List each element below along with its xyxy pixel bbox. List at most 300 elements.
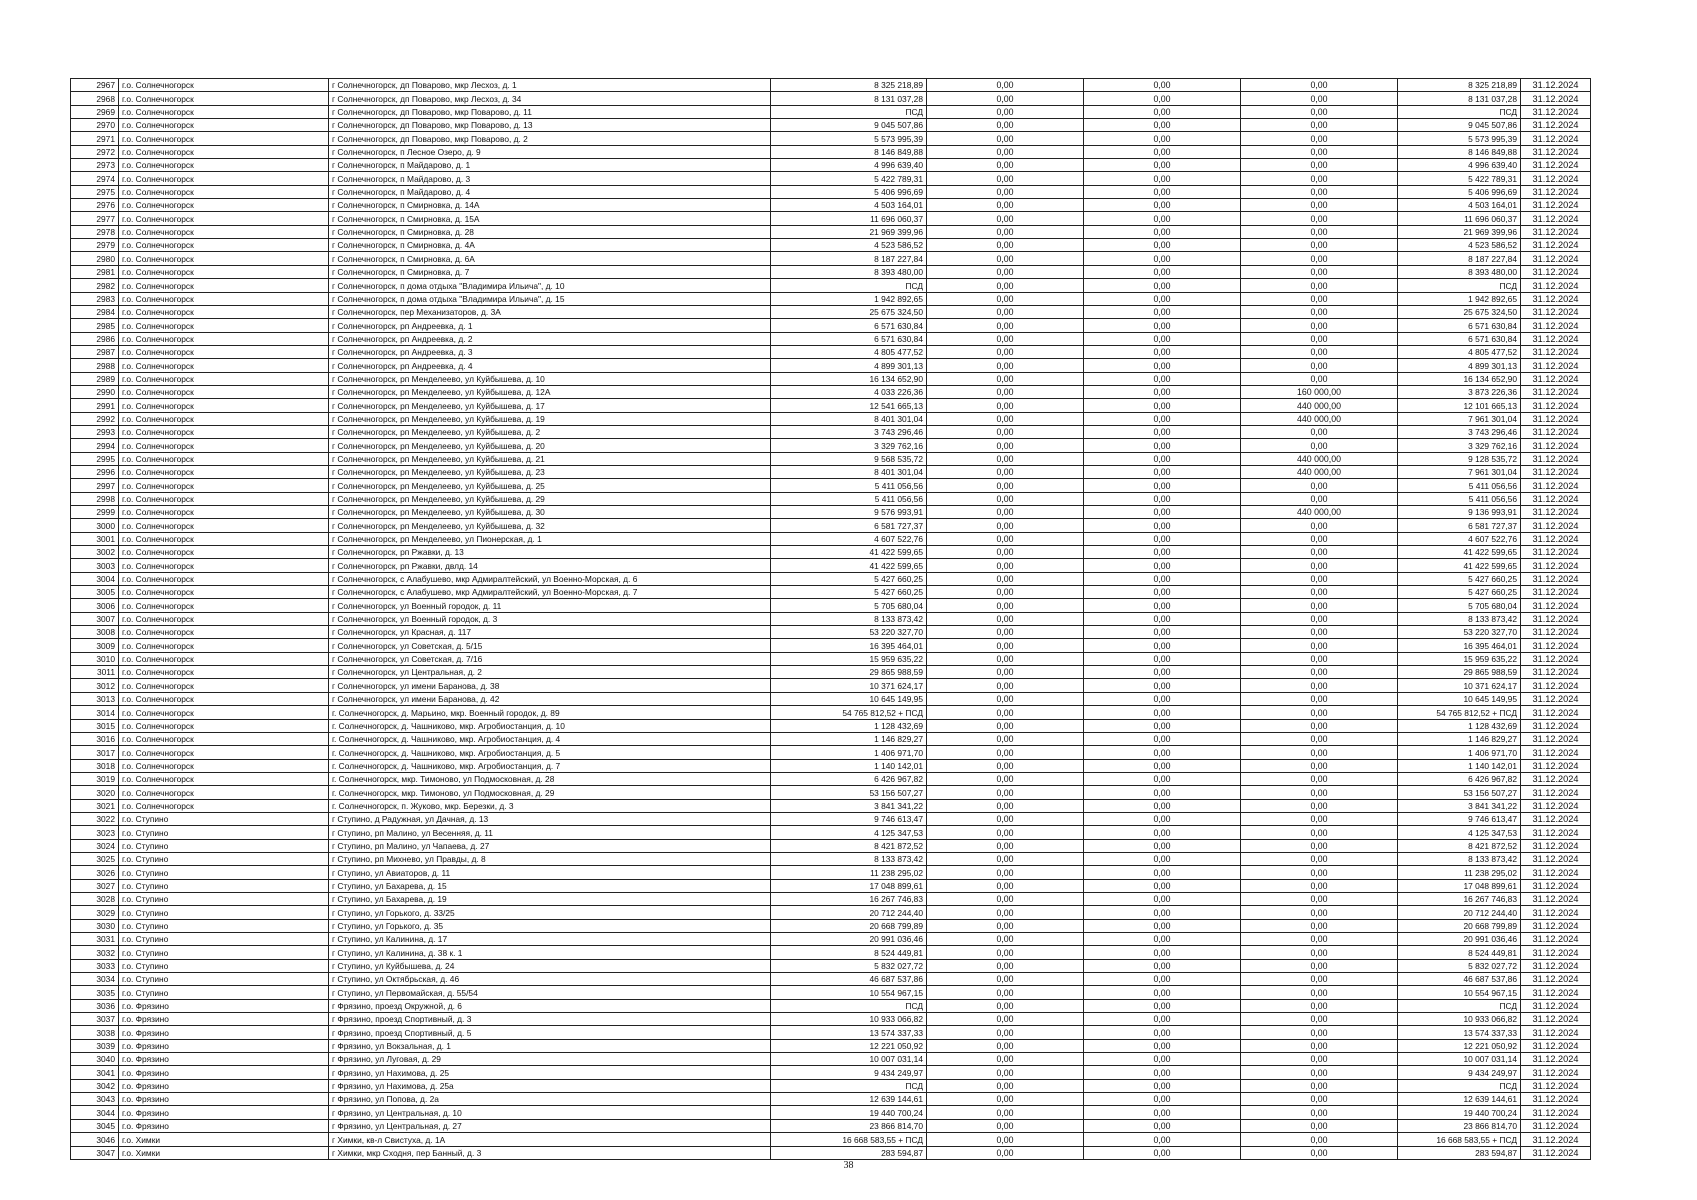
- deadline-cell: 31.12.2024: [1521, 772, 1591, 785]
- table-row: [71, 79, 1591, 92]
- funds-cell-1: 0,00: [927, 999, 1084, 1012]
- table-row: [71, 799, 1591, 812]
- funds-cell-3: 0,00: [1241, 212, 1398, 225]
- address-cell: г Солнечногорск, рп Андреевка, д. 4: [329, 359, 771, 372]
- funds-cell-1: 0,00: [927, 639, 1084, 652]
- municipality-cell: г.о. Солнечногорск: [119, 559, 329, 572]
- total-cell: 10 554 967,15: [1398, 986, 1521, 999]
- funds-cell-2: 0,00: [1084, 172, 1241, 185]
- deadline-cell: 31.12.2024: [1521, 159, 1591, 172]
- address-cell: г Солнечногорск, рп Андреевка, д. 3: [329, 345, 771, 358]
- table-row: [71, 119, 1591, 132]
- municipality-cell: г.о. Солнечногорск: [119, 786, 329, 799]
- funds-cell-3: 0,00: [1241, 959, 1398, 972]
- row-number-cell: 2995: [71, 452, 119, 465]
- funds-cell-3: 0,00: [1241, 119, 1398, 132]
- funds-cell-3: 0,00: [1241, 332, 1398, 345]
- deadline-cell: 31.12.2024: [1521, 1133, 1591, 1146]
- funds-cell-2: 0,00: [1084, 465, 1241, 478]
- address-cell: г Солнечногорск, п Смирновка, д. 14А: [329, 199, 771, 212]
- deadline-cell: 31.12.2024: [1521, 759, 1591, 772]
- funds-cell-3: 0,00: [1241, 692, 1398, 705]
- address-cell: г Солнечногорск, дп Поварово, мкр Лесхоз, д. 1: [329, 79, 771, 92]
- funds-cell-3: 0,00: [1241, 439, 1398, 452]
- funds-cell-3: 0,00: [1241, 199, 1398, 212]
- municipality-cell: г.о. Солнечногорск: [119, 332, 329, 345]
- table-row: [71, 279, 1591, 292]
- total-cell: 46 687 537,86: [1398, 973, 1521, 986]
- municipality-cell: г.о. Солнечногорск: [119, 506, 329, 519]
- address-cell: г Солнечногорск, рп Андреевка, д. 2: [329, 332, 771, 345]
- total-cell: 20 991 036,46: [1398, 933, 1521, 946]
- table-row: [71, 1093, 1591, 1106]
- funds-cell-2: 0,00: [1084, 252, 1241, 265]
- deadline-cell: 31.12.2024: [1521, 412, 1591, 425]
- funds-cell-2: 0,00: [1084, 692, 1241, 705]
- row-number-cell: 3039: [71, 1039, 119, 1052]
- address-cell: г Солнечногорск, рп Менделеево, ул Куйбышева, д. 25: [329, 479, 771, 492]
- municipality-cell: г.о. Химки: [119, 1146, 329, 1159]
- funds-cell-3: 0,00: [1241, 559, 1398, 572]
- municipality-cell: г.о. Ступино: [119, 959, 329, 972]
- funds-cell-3: 0,00: [1241, 892, 1398, 905]
- deadline-cell: 31.12.2024: [1521, 986, 1591, 999]
- funds-cell-2: 0,00: [1084, 372, 1241, 385]
- deadline-cell: 31.12.2024: [1521, 546, 1591, 559]
- table-row: [71, 372, 1591, 385]
- municipality-cell: г.о. Солнечногорск: [119, 385, 329, 398]
- municipality-cell: г.о. Фрязино: [119, 1119, 329, 1132]
- deadline-cell: 31.12.2024: [1521, 506, 1591, 519]
- row-number-cell: 3033: [71, 959, 119, 972]
- funds-cell-1: 0,00: [927, 359, 1084, 372]
- table-row: [71, 706, 1591, 719]
- total-cell: 8 421 872,52: [1398, 839, 1521, 852]
- total-cell: 8 131 037,28: [1398, 92, 1521, 105]
- funds-cell-3: 0,00: [1241, 265, 1398, 278]
- total-cell: 9 136 993,91: [1398, 506, 1521, 519]
- funds-cell-1: 0,00: [927, 839, 1084, 852]
- municipality-cell: г.о. Солнечногорск: [119, 279, 329, 292]
- deadline-cell: 31.12.2024: [1521, 92, 1591, 105]
- municipality-cell: г.о. Солнечногорск: [119, 239, 329, 252]
- address-cell: г Фрязино, ул Вокзальная, д. 1: [329, 1039, 771, 1052]
- funds-cell-1: 0,00: [927, 305, 1084, 318]
- funds-cell-1: 0,00: [927, 919, 1084, 932]
- funds-cell-3: 0,00: [1241, 572, 1398, 585]
- total-cell: ПСД: [1398, 105, 1521, 118]
- cost-cell: ПСД: [771, 279, 927, 292]
- funds-cell-3: 0,00: [1241, 639, 1398, 652]
- cost-cell: 4 033 226,36: [771, 385, 927, 398]
- funds-cell-1: 0,00: [927, 385, 1084, 398]
- cost-cell: 41 422 599,65: [771, 559, 927, 572]
- funds-cell-2: 0,00: [1084, 826, 1241, 839]
- funds-cell-2: 0,00: [1084, 559, 1241, 572]
- cost-cell: ПСД: [771, 105, 927, 118]
- row-number-cell: 2997: [71, 479, 119, 492]
- funds-cell-3: 0,00: [1241, 225, 1398, 238]
- cost-cell: 8 401 301,04: [771, 412, 927, 425]
- funds-cell-2: 0,00: [1084, 359, 1241, 372]
- table-row: [71, 412, 1591, 425]
- deadline-cell: 31.12.2024: [1521, 305, 1591, 318]
- funds-cell-3: 0,00: [1241, 1106, 1398, 1119]
- address-cell: г Ступино, д Радужная, ул Дачная, д. 13: [329, 812, 771, 825]
- cost-cell: 8 393 480,00: [771, 265, 927, 278]
- total-cell: 25 675 324,50: [1398, 305, 1521, 318]
- deadline-cell: 31.12.2024: [1521, 1079, 1591, 1092]
- address-cell: г Солнечногорск, ул Красная, д. 117: [329, 626, 771, 639]
- cost-cell: 8 133 873,42: [771, 852, 927, 865]
- address-cell: г Фрязино, ул Луговая, д. 29: [329, 1053, 771, 1066]
- total-cell: 12 101 665,13: [1398, 399, 1521, 412]
- funds-cell-2: 0,00: [1084, 759, 1241, 772]
- address-cell: г Химки, мкр Сходня, пер Банный, д. 3: [329, 1146, 771, 1159]
- row-number-cell: 3015: [71, 719, 119, 732]
- funds-cell-1: 0,00: [927, 452, 1084, 465]
- municipality-cell: г.о. Солнечногорск: [119, 626, 329, 639]
- funds-cell-1: 0,00: [927, 1119, 1084, 1132]
- row-number-cell: 3002: [71, 546, 119, 559]
- municipality-cell: г.о. Солнечногорск: [119, 652, 329, 665]
- cost-cell: 8 524 449,81: [771, 946, 927, 959]
- deadline-cell: 31.12.2024: [1521, 1093, 1591, 1106]
- municipality-cell: г.о. Солнечногорск: [119, 105, 329, 118]
- funds-cell-3: 440 000,00: [1241, 412, 1398, 425]
- municipality-cell: г.о. Солнечногорск: [119, 746, 329, 759]
- municipality-cell: г.о. Солнечногорск: [119, 359, 329, 372]
- table-row: [71, 906, 1591, 919]
- municipality-cell: г.о. Солнечногорск: [119, 719, 329, 732]
- total-cell: 12 639 144,61: [1398, 1093, 1521, 1106]
- funds-cell-2: 0,00: [1084, 679, 1241, 692]
- page-number: 38: [843, 1160, 854, 1171]
- table-row: [71, 465, 1591, 478]
- municipality-cell: г.о. Ступино: [119, 986, 329, 999]
- municipality-cell: г.о. Солнечногорск: [119, 586, 329, 599]
- row-number-cell: 2985: [71, 319, 119, 332]
- cost-cell: 8 146 849,88: [771, 145, 927, 158]
- table-row: [71, 559, 1591, 572]
- row-number-cell: 3011: [71, 666, 119, 679]
- funds-cell-1: 0,00: [927, 732, 1084, 745]
- funds-cell-2: 0,00: [1084, 132, 1241, 145]
- address-cell: г Солнечногорск, п дома отдыха "Владимира Ильича", д. 15: [329, 292, 771, 305]
- total-cell: 3 841 341,22: [1398, 799, 1521, 812]
- address-cell: г. Солнечногорск, д. Чашниково, мкр. Агробиостанция, д. 5: [329, 746, 771, 759]
- total-cell: 4 607 522,76: [1398, 532, 1521, 545]
- funds-cell-2: 0,00: [1084, 492, 1241, 505]
- row-number-cell: 3032: [71, 946, 119, 959]
- funds-cell-1: 0,00: [927, 1133, 1084, 1146]
- municipality-cell: г.о. Солнечногорск: [119, 492, 329, 505]
- funds-cell-3: 0,00: [1241, 546, 1398, 559]
- funds-cell-2: 0,00: [1084, 1013, 1241, 1026]
- funds-cell-3: 0,00: [1241, 159, 1398, 172]
- funds-cell-1: 0,00: [927, 185, 1084, 198]
- address-cell: г Солнечногорск, дп Поварово, мкр Лесхоз, д. 34: [329, 92, 771, 105]
- municipality-cell: г.о. Ступино: [119, 933, 329, 946]
- address-cell: г Солнечногорск, ул Советская, д. 5/15: [329, 639, 771, 652]
- funds-cell-3: 0,00: [1241, 719, 1398, 732]
- table-row: [71, 345, 1591, 358]
- address-cell: г. Солнечногорск, д. Чашниково, мкр. Агробиостанция, д. 4: [329, 732, 771, 745]
- funds-cell-2: 0,00: [1084, 639, 1241, 652]
- table-row: [71, 1066, 1591, 1079]
- funds-cell-3: 0,00: [1241, 906, 1398, 919]
- address-cell: г Ступино, ул Калинина, д. 38 к. 1: [329, 946, 771, 959]
- funds-cell-2: 0,00: [1084, 799, 1241, 812]
- deadline-cell: 31.12.2024: [1521, 119, 1591, 132]
- row-number-cell: 3041: [71, 1066, 119, 1079]
- cost-cell: 4 899 301,13: [771, 359, 927, 372]
- funds-cell-2: 0,00: [1084, 345, 1241, 358]
- municipality-cell: г.о. Ступино: [119, 919, 329, 932]
- address-cell: г Ступино, ул Авиаторов, д. 11: [329, 866, 771, 879]
- address-cell: г Ступино, ул Октябрьская, д. 46: [329, 973, 771, 986]
- table-row: [71, 839, 1591, 852]
- funds-cell-1: 0,00: [927, 332, 1084, 345]
- funds-cell-1: 0,00: [927, 145, 1084, 158]
- deadline-cell: 31.12.2024: [1521, 265, 1591, 278]
- deadline-cell: 31.12.2024: [1521, 492, 1591, 505]
- funds-cell-2: 0,00: [1084, 145, 1241, 158]
- municipality-cell: г.о. Солнечногорск: [119, 679, 329, 692]
- funds-cell-3: 0,00: [1241, 305, 1398, 318]
- funds-cell-3: 440 000,00: [1241, 465, 1398, 478]
- deadline-cell: 31.12.2024: [1521, 946, 1591, 959]
- funds-cell-2: 0,00: [1084, 1146, 1241, 1159]
- deadline-cell: 31.12.2024: [1521, 906, 1591, 919]
- address-cell: г Фрязино, ул Центральная, д. 10: [329, 1106, 771, 1119]
- cost-cell: 17 048 899,61: [771, 879, 927, 892]
- municipality-cell: г.о. Ступино: [119, 946, 329, 959]
- address-cell: г. Солнечногорск, мкр. Тимоново, ул Подмосковная, д. 29: [329, 786, 771, 799]
- funds-cell-1: 0,00: [927, 799, 1084, 812]
- cost-cell: 5 705 680,04: [771, 599, 927, 612]
- funds-cell-1: 0,00: [927, 666, 1084, 679]
- table-row: [71, 399, 1591, 412]
- funds-cell-2: 0,00: [1084, 479, 1241, 492]
- deadline-cell: 31.12.2024: [1521, 639, 1591, 652]
- funds-cell-2: 0,00: [1084, 399, 1241, 412]
- row-number-cell: 3042: [71, 1079, 119, 1092]
- row-number-cell: 3025: [71, 852, 119, 865]
- cost-cell: 10 933 066,82: [771, 1013, 927, 1026]
- municipality-cell: г.о. Солнечногорск: [119, 292, 329, 305]
- funds-cell-3: 0,00: [1241, 1026, 1398, 1039]
- cost-cell: 23 866 814,70: [771, 1119, 927, 1132]
- total-cell: 5 411 056,56: [1398, 492, 1521, 505]
- municipality-cell: г.о. Солнечногорск: [119, 639, 329, 652]
- table-row: [71, 652, 1591, 665]
- municipality-cell: г.о. Солнечногорск: [119, 159, 329, 172]
- funds-cell-2: 0,00: [1084, 959, 1241, 972]
- total-cell: 10 933 066,82: [1398, 1013, 1521, 1026]
- table-row: [71, 959, 1591, 972]
- total-cell: ПСД: [1398, 1079, 1521, 1092]
- address-cell: г Ступино, ул Куйбышева, д. 24: [329, 959, 771, 972]
- deadline-cell: 31.12.2024: [1521, 572, 1591, 585]
- row-number-cell: 3016: [71, 732, 119, 745]
- funds-cell-1: 0,00: [927, 652, 1084, 665]
- municipality-cell: г.о. Солнечногорск: [119, 172, 329, 185]
- municipality-cell: г.о. Солнечногорск: [119, 225, 329, 238]
- funds-cell-1: 0,00: [927, 92, 1084, 105]
- cost-cell: 8 133 873,42: [771, 612, 927, 625]
- total-cell: 7 961 301,04: [1398, 465, 1521, 478]
- funds-cell-1: 0,00: [927, 372, 1084, 385]
- cost-cell: 54 765 812,52 + ПСД: [771, 706, 927, 719]
- deadline-cell: 31.12.2024: [1521, 239, 1591, 252]
- table-row: [71, 252, 1591, 265]
- total-cell: 6 426 967,82: [1398, 772, 1521, 785]
- table-row: [71, 359, 1591, 372]
- cost-cell: 5 422 789,31: [771, 172, 927, 185]
- funds-cell-3: 0,00: [1241, 1066, 1398, 1079]
- funds-cell-1: 0,00: [927, 465, 1084, 478]
- deadline-cell: 31.12.2024: [1521, 1146, 1591, 1159]
- address-cell: г Фрязино, ул Попова, д. 2а: [329, 1093, 771, 1106]
- funds-cell-1: 0,00: [927, 252, 1084, 265]
- deadline-cell: 31.12.2024: [1521, 679, 1591, 692]
- funds-cell-2: 0,00: [1084, 732, 1241, 745]
- table-row: [71, 439, 1591, 452]
- cost-cell: 25 675 324,50: [771, 305, 927, 318]
- funds-cell-3: 0,00: [1241, 1146, 1398, 1159]
- address-cell: г Ступино, рп Малино, ул Чапаева, д. 27: [329, 839, 771, 852]
- table-row: [71, 973, 1591, 986]
- row-number-cell: 3031: [71, 933, 119, 946]
- table-row: [71, 612, 1591, 625]
- funds-cell-2: 0,00: [1084, 746, 1241, 759]
- municipality-cell: г.о. Солнечногорск: [119, 425, 329, 438]
- row-number-cell: 3044: [71, 1106, 119, 1119]
- deadline-cell: 31.12.2024: [1521, 786, 1591, 799]
- total-cell: 6 571 630,84: [1398, 319, 1521, 332]
- row-number-cell: 2976: [71, 199, 119, 212]
- total-cell: 1 942 892,65: [1398, 292, 1521, 305]
- funds-cell-2: 0,00: [1084, 572, 1241, 585]
- funds-cell-1: 0,00: [927, 1066, 1084, 1079]
- row-number-cell: 3010: [71, 652, 119, 665]
- deadline-cell: 31.12.2024: [1521, 919, 1591, 932]
- funds-cell-3: 0,00: [1241, 479, 1398, 492]
- cost-cell: 10 645 149,95: [771, 692, 927, 705]
- funds-cell-1: 0,00: [927, 599, 1084, 612]
- municipality-cell: г.о. Солнечногорск: [119, 439, 329, 452]
- funds-cell-1: 0,00: [927, 425, 1084, 438]
- funds-cell-2: 0,00: [1084, 239, 1241, 252]
- row-number-cell: 2980: [71, 252, 119, 265]
- municipality-cell: г.о. Фрязино: [119, 1093, 329, 1106]
- municipality-cell: г.о. Фрязино: [119, 1106, 329, 1119]
- funds-cell-3: 440 000,00: [1241, 506, 1398, 519]
- funds-cell-2: 0,00: [1084, 425, 1241, 438]
- total-cell: 16 668 583,55 + ПСД: [1398, 1133, 1521, 1146]
- cost-cell: 1 128 432,69: [771, 719, 927, 732]
- cost-cell: 5 573 995,39: [771, 132, 927, 145]
- municipality-cell: г.о. Солнечногорск: [119, 599, 329, 612]
- address-cell: г Ступино, ул Бахарева, д. 19: [329, 892, 771, 905]
- deadline-cell: 31.12.2024: [1521, 1106, 1591, 1119]
- cost-cell: 53 220 327,70: [771, 626, 927, 639]
- funds-cell-2: 0,00: [1084, 79, 1241, 92]
- funds-cell-3: 0,00: [1241, 79, 1398, 92]
- table-row: [71, 332, 1591, 345]
- address-cell: г Солнечногорск, рп Менделеево, ул Куйбышева, д. 30: [329, 506, 771, 519]
- cost-cell: 9 045 507,86: [771, 119, 927, 132]
- table-row: [71, 1119, 1591, 1132]
- deadline-cell: 31.12.2024: [1521, 732, 1591, 745]
- deadline-cell: 31.12.2024: [1521, 79, 1591, 92]
- funds-cell-1: 0,00: [927, 959, 1084, 972]
- funds-cell-2: 0,00: [1084, 666, 1241, 679]
- address-cell: г Солнечногорск, ул Военный городок, д. 11: [329, 599, 771, 612]
- municipality-cell: г.о. Солнечногорск: [119, 252, 329, 265]
- row-number-cell: 3023: [71, 826, 119, 839]
- table-row: [71, 786, 1591, 799]
- address-cell: г. Солнечногорск, д. Чашниково, мкр. Агробиостанция, д. 7: [329, 759, 771, 772]
- municipality-cell: г.о. Ступино: [119, 973, 329, 986]
- total-cell: 9 746 613,47: [1398, 812, 1521, 825]
- funds-cell-3: 0,00: [1241, 92, 1398, 105]
- municipality-cell: г.о. Солнечногорск: [119, 212, 329, 225]
- funds-cell-3: 0,00: [1241, 746, 1398, 759]
- funds-cell-3: 0,00: [1241, 172, 1398, 185]
- funds-cell-1: 0,00: [927, 946, 1084, 959]
- address-cell: г Солнечногорск, дп Поварово, мкр Поварово, д. 11: [329, 105, 771, 118]
- row-number-cell: 3005: [71, 586, 119, 599]
- cost-cell: 16 395 464,01: [771, 639, 927, 652]
- total-cell: 8 325 218,89: [1398, 79, 1521, 92]
- address-cell: г Солнечногорск, п Майдарово, д. 3: [329, 172, 771, 185]
- row-number-cell: 2981: [71, 265, 119, 278]
- total-cell: 10 645 149,95: [1398, 692, 1521, 705]
- funds-cell-1: 0,00: [927, 612, 1084, 625]
- funds-cell-1: 0,00: [927, 532, 1084, 545]
- municipality-cell: г.о. Солнечногорск: [119, 532, 329, 545]
- funds-cell-3: 0,00: [1241, 319, 1398, 332]
- municipality-cell: г.о. Солнечногорск: [119, 546, 329, 559]
- funds-cell-2: 0,00: [1084, 332, 1241, 345]
- funds-cell-3: 0,00: [1241, 626, 1398, 639]
- funds-cell-2: 0,00: [1084, 532, 1241, 545]
- cost-cell: 8 401 301,04: [771, 465, 927, 478]
- funds-cell-1: 0,00: [927, 986, 1084, 999]
- funds-cell-3: 0,00: [1241, 652, 1398, 665]
- address-cell: г Солнечногорск, п дома отдыха "Владимира Ильича", д. 10: [329, 279, 771, 292]
- cost-cell: 20 991 036,46: [771, 933, 927, 946]
- cost-cell: 4 996 639,40: [771, 159, 927, 172]
- funds-cell-2: 0,00: [1084, 719, 1241, 732]
- funds-cell-1: 0,00: [927, 345, 1084, 358]
- funds-cell-1: 0,00: [927, 105, 1084, 118]
- row-number-cell: 3026: [71, 866, 119, 879]
- funds-cell-2: 0,00: [1084, 279, 1241, 292]
- table-row: [71, 239, 1591, 252]
- municipality-cell: г.о. Фрязино: [119, 1079, 329, 1092]
- table-row: [71, 385, 1591, 398]
- cost-cell: 8 131 037,28: [771, 92, 927, 105]
- cost-cell: 1 146 829,27: [771, 732, 927, 745]
- address-cell: г Солнечногорск, рп Менделеево, ул Куйбышева, д. 23: [329, 465, 771, 478]
- funds-cell-1: 0,00: [927, 852, 1084, 865]
- municipality-cell: г.о. Ступино: [119, 812, 329, 825]
- funds-cell-2: 0,00: [1084, 452, 1241, 465]
- deadline-cell: 31.12.2024: [1521, 332, 1591, 345]
